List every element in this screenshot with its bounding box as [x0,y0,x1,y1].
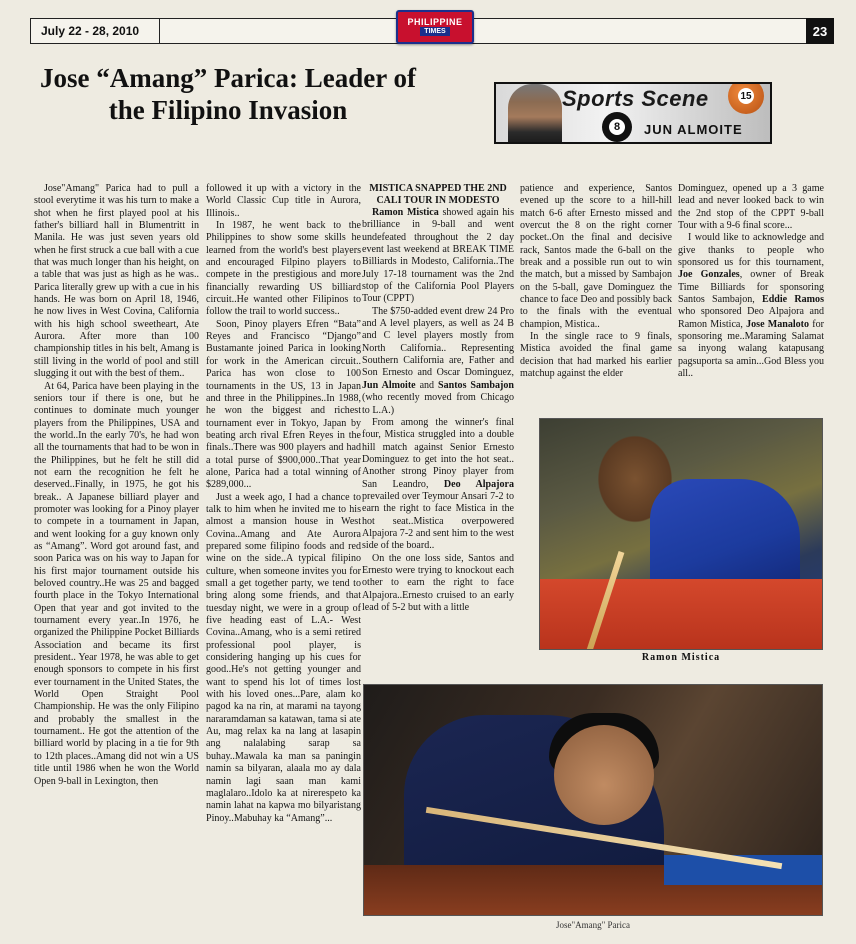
fifteen-ball-icon [728,82,764,114]
columnist-photo [508,84,562,144]
article-column-2 [206,183,361,825]
text-run: prevailed over Teymour Ansari 7-2 to earn the right to face Mistica in the hot seat..Mistica overpowered Alpajora 7-2 and sent him to the west side of the board.. [362,490,514,552]
photo-jose-parica [363,684,823,916]
text-run: for sponsoring me..Maraming Salamat sa inyong walang katapusang pagsuporta sa amin...God Bless you all.. [678,318,824,380]
paragraph: followed it up with a victory in the World Classic Cup title in Aurora, Illinois.. [206,183,361,219]
logo-text-top: PHILIPPINE [407,16,463,27]
photo-caption: Jose"Amang" Parica [555,920,631,930]
article-column-3 [362,183,514,614]
text-run: From among the winner's final four, Mistica struggled into a double hill match against Senior Ernesto Dominguez to get into the hot seat.. Another strong Pinoy player from San Leandro, [362,416,514,490]
eight-ball-icon [602,112,632,142]
article-column-5 [678,183,824,381]
paragraph [362,207,514,306]
page-number: 23 [806,18,834,44]
issue-date: July 22 - 28, 2010 [30,18,160,44]
paragraph [362,306,514,417]
text-run: The $750-added event drew 24 Pro and A level players, as well as 24 B and C level players mostly from North California.. Representing Southern California are, Father and Son Ernesto and Oscar Dominguez, [362,305,514,379]
paragraph: Dominguez, opened up a 3 game lead and never looked back to win the 2nd stop of the CPPT 9-ball Tour with a 9-6 final score... [678,183,824,232]
paragraph: patience and experience, Santos evened up the score to a hill-hill match 6-6 after Ernesto missed and overcut the 8 on the right corner pocket..On the final and decisive rack, Santos made the 6-ball on the break and a possible run out to win the match, but a missed by Sambajon on the 5-ball, gave Dominguez the chance to face Deo and possibly back to the finals with the eventual champion, Mistica.. [520,183,672,330]
eight-ball-number: 8 [609,119,625,135]
photo-detail [540,579,823,650]
banner-title-word1: Sports [562,86,635,111]
paragraph: Soon, Pinoy players Efren “Bata” Reyes and Francisco “Django” Bustamante joined Parica in looking for work in the American circuit.. Parica has won close to 100 tournaments in the US, 13 in Japan and three in the Philippines..In 1988, he won the biggest and richest tournament ever in Tokyo, Japan by beating arch rival Efren Reyes in the finals..There was 900 players and had a total purse of $900,000..That year alone, Parica had a total winning of $289,000... [206,318,361,491]
text-run: who sponsored Deo Alpajora and Ramon Mistica, [678,306,824,330]
photo-ramon-mistica [539,418,823,650]
paragraph: Just a week ago, I had a chance to talk to him when he invited me to his almost a mansion house in West Covina..Amang and Ate Aurora prepared some filipino foods and red wine on the side..A typical filipino culture, when someone invites you for small a get together party, we tend to bring along some friends, and that tuesday night, we were in a group of five heading east of L.A.- West Covina..Amang, who is a semi retired professional pool player, is considering hanging up his cues for good..He's not getting younger and want to spend his lot of times lost with his loved ones...Pare, alam ko pagod ka na rin, at marami na tayong nararamdaman sa katawan, tama si ate Au, mag relax ka na lang at lasapin ang nalalabing sarap sa buhay..Mawala ka man sa paningin namin sa bilyaran, alaala mo ay dala namin lagi saan man kami maglalaro..Idolo ka at nireresp​eto ka namin lahat na kapwa mo bilyaristang Pinoy..Mabuhay ka “Amang”... [206,491,361,824]
photo-caption: Ramon Mistica [641,652,721,663]
paragraph: Jose"Amang" Parica had to pull a stool everytime it was his turn to make a shot when he first played pool at his father's billiard hall in Blumentritt in Manila. He was just seven years old when he first struck a cue ball with a cue that was much longer than his height, on a table that was just as high as he was.. Parica literally grew up with a cue in his hands. He was born on April 18, 1946, he now lives in West Covina, California with his high school sweetheart, Ate Aurora. After more than 100 championship titles in his belt, Amang is still living in the world of pool and still slugging it out with the best of them.. [34,183,199,380]
photo-detail [554,725,654,825]
paragraph: In 1987, he went back to the Philippines to show some skills he learned from the world's best players and encouraged Filpino players to compete in the prestigious and more financially rewarding US billiard circuit..He wanted other Filipinos to follow the trail to world success.. [206,220,361,318]
section-heading: MISTICA SNAPPED THE 2ND CALI TOUR IN MODESTO [369,183,507,206]
paragraph: In the single race to 9 finals, Mistica avoided the final game decision that had marked his earlier matchup against the elder [520,331,672,380]
bold-name: Santos Sambajon [438,379,514,391]
paragraph [362,417,514,553]
text-run: showed again his brilliance in 9-ball and went undefeated throughout the 2 day event last weekend at BREAK TIME Billiards in Modesto, California..The July 17-18 tournament was the 2nd stop of the California Pool Players Tour (CPPT) [362,207,515,305]
article-headline: Jose “Amang” Parica: Leader of the Filipino Invasion [40,63,416,126]
photo-detail [650,479,800,589]
newspaper-logo [396,10,474,44]
text-run: (who recently moved from Chicago to L.A.) [362,392,514,416]
banner-title-word2: Scene [641,86,709,111]
fifteen-ball-number: 15 [738,88,754,104]
bold-name: Jun Almoite [362,379,416,391]
text-run: I would like to acknowledge and give thanks to people who sponsored us for this tournament, [678,232,824,269]
bold-name: Joe Gonzales [678,269,740,281]
bold-name: Jose Manaloto [746,318,810,330]
bold-name: Ramon Mistica [372,207,439,218]
bold-name: Eddie Ramos [762,294,824,306]
article-column-4 [520,183,672,381]
bold-name: Deo Alpajora [443,478,514,490]
paragraph [678,232,824,380]
paragraph: On the one loss side, Santos and Ernesto were trying to knockout each other to earn the right to face Alpajora..Ernesto cruised to an early lead of 5-2 but with a little [362,552,514,613]
text-run: and [415,379,439,391]
sports-scene-banner [494,82,772,144]
text-run: , owner of Break Time Billiards for sponsoring Santos Sambajon, [678,269,824,306]
columnist-name: JUN ALMOITE [644,122,743,137]
paragraph: At 64, Parica have been playing in the seniors tour if there is one, but he continues to dominate much younger players from the Philippines, USA and the world..In the early 70's, he had won all the tournaments that had to be won in the Philippines, but he felt he still did not earn the recognition he felt he deserved..Finally, in 1975, he got his break.. A Japanese billiard player and promoter was looking for a Pinoy player to compete in a tournament in Japan, and went looking for a guy known only as “Amang”. Word got around fast, and soon Parica was on his way to Japan for his first major tournament outside his beloved country..He was 25 and bagged fourth place in the Tokyo International Open that year and got invited to the tournament every year..In 1976, he organized the Philippine Pocket Billiards Association and became its first president.. Year 1978, he was able to get enough sponsors to compete in his first ever tournament in the United States, the World Open Straight Pool Championship. He was the only Filipino and probably the smallest in the tournament.. He got the attention of the billiard world by placing in a tie for 9th to 12th places..Amang did not win a US title until 1986 when he won the World Open 9-ball in Lexington, then [34,380,200,787]
article-column-1 [34,183,199,788]
logo-text-bottom: TIMES [420,27,449,36]
banner-title [562,86,709,112]
